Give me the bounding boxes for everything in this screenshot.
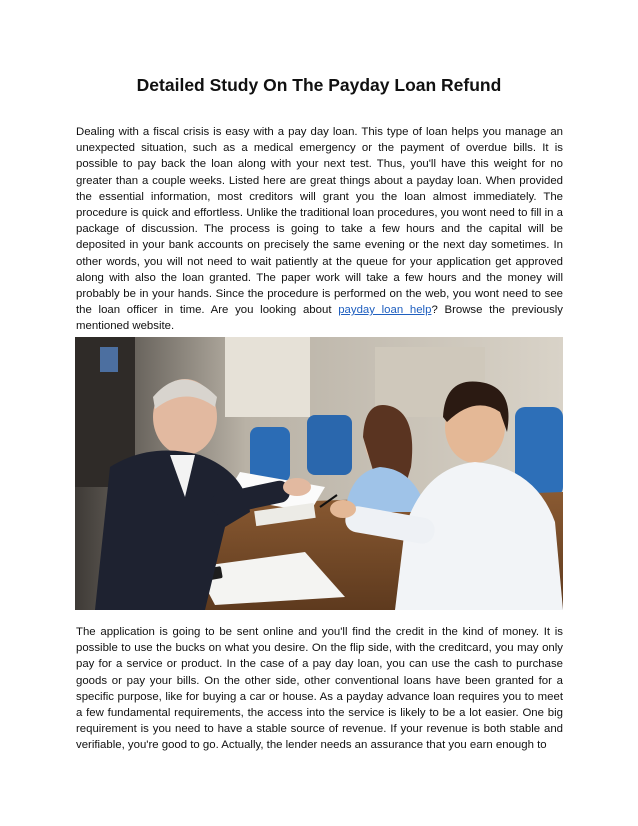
- page-title: Detailed Study On The Payday Loan Refund: [136, 75, 502, 95]
- paragraph-intro: [76, 124, 563, 335]
- paragraph-intro-tail: ? Browse the previously mentioned website.: [76, 304, 564, 333]
- paragraph-intro-text: Dealing with a fiscal crisis is easy with a pay day loan. This type of loan helps you manage an unexpected situation, such as a medical emergency or the payment of overdue bills. It is possible to pay back the loan along with your next test. Thus, you'll have this weight for no greater than a couple weeks. Listed here are great things about a payday loan. When provided the essential information, most creditors will grant you the loan almost immediately. The procedure is quick and effortless. Unlike the traditional loan procedures, you wont need to fill in a package of discussion. The process is going to take a few hours and the capital will be deposited in your bank accounts on precisely the same evening or the next day sometimes. In other words, you will not need to wait patiently at the queue for your application get approved along with also the loan granted. The paper work will take a few hours and the money will probably be in your hands. Since the procedure is performed on the web, you wont need to see the loan officer in time. Are you looking about: [76, 126, 563, 317]
- paragraph-application: The application is going to be sent online and you'll find the credit in the kind of money. It is possible to use the bucks on what you desire. On the flip side, with the creditcard, you may only pay for a service or product. In the case of a pay day loan, you can use the cash to purchase goods or pay your bills. On the other side, other conventional loans have been granted for a specific purpose, like for buying a car or house. As a payday advance loan requires you to meet a few fundamental requirements, the access into the service is likely to be a lot easier. One big requirement is you need to have a stable source of revenue. If your revenue is both stable and verifiable, you're good to go. Actually, the lender needs an assurance that you earn enough to: [76, 626, 563, 752]
- photo-loan-meeting-icon: [75, 337, 563, 610]
- payday-loan-help-link[interactable]: payday loan help: [338, 304, 432, 317]
- loan-meeting-photo: [75, 337, 563, 610]
